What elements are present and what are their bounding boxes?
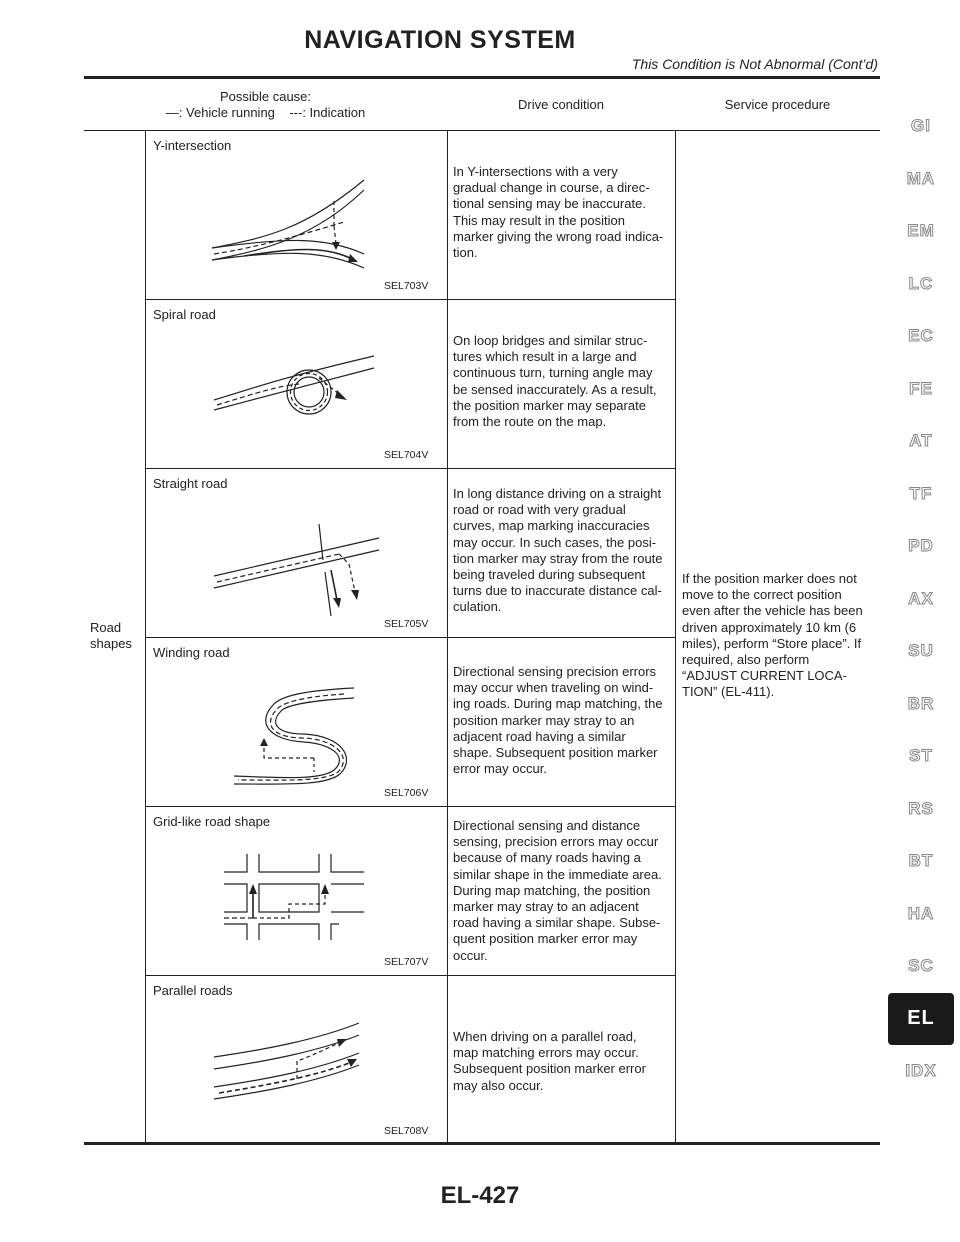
tab-ma[interactable]: MA: [906, 168, 936, 188]
category-line1: Road: [90, 620, 122, 635]
tab-el[interactable]: EL: [888, 993, 954, 1046]
figure-code: SEL707V: [384, 956, 429, 968]
desc-line: On loop bridges and similar struc-: [453, 333, 648, 348]
desc-line: Directional sensing precision errors: [453, 664, 657, 679]
tab-at[interactable]: AT: [909, 431, 933, 451]
desc-line: This may result in the position: [453, 212, 625, 228]
service-line: If the position marker does not: [682, 571, 857, 586]
desc-line: error may occur.: [453, 761, 547, 777]
header-divider: [84, 130, 880, 131]
desc-line: curves, map marking inaccuracies: [453, 518, 650, 534]
tab-br[interactable]: BR: [907, 693, 935, 713]
desc-line: be sensed inaccurately. As a result,: [453, 381, 657, 397]
desc-line: tion.: [453, 245, 478, 261]
tab-rs[interactable]: RS: [908, 798, 934, 818]
category-road-shapes: [90, 620, 132, 652]
service-line: even after the vehicle has been: [682, 603, 863, 619]
desc-line: culation.: [453, 599, 502, 615]
desc-line: marker giving the wrong road indica-: [453, 228, 664, 244]
desc-line: similar shape in the immediate area.: [453, 866, 662, 882]
desc-line: Directional sensing and distance: [453, 818, 641, 833]
desc-line: the position marker may separate: [453, 397, 646, 413]
row-name: Spiral road: [153, 307, 216, 322]
row-description: [453, 486, 663, 616]
tab-gi[interactable]: GI: [911, 116, 931, 136]
service-line: move to the correct position: [682, 587, 842, 603]
desc-line: tures which result in a large and: [453, 349, 637, 365]
row-name: Parallel roads: [153, 983, 233, 998]
desc-line: may also occur.: [453, 1077, 544, 1093]
tab-st[interactable]: ST: [909, 746, 933, 766]
header-service-procedure: Service procedure: [675, 80, 880, 131]
header-cause-line1: Possible cause:: [219, 89, 312, 104]
tab-tf[interactable]: TF: [909, 483, 933, 503]
tab-idx[interactable]: IDX: [905, 1061, 937, 1081]
top-rule: [84, 76, 880, 79]
service-line: TION” (EL-411).: [682, 684, 775, 700]
desc-line: tion marker may stray from the route: [453, 550, 663, 566]
desc-line: During map matching, the position: [453, 882, 651, 898]
parallel-roads-figure: [209, 1015, 384, 1115]
desc-line: being traveled during subsequent: [453, 567, 646, 583]
tab-lc[interactable]: LC: [908, 273, 934, 293]
row-divider: [145, 975, 675, 976]
tab-em[interactable]: EM: [907, 221, 935, 241]
header-possible-cause: [84, 80, 447, 131]
figure-code: SEL706V: [384, 787, 429, 799]
desc-line: from the route on the map.: [453, 414, 607, 430]
service-procedure: [682, 571, 863, 701]
header-drive-condition: Drive condition: [447, 80, 675, 131]
figure-code: SEL705V: [384, 618, 429, 630]
service-line: “ADJUST CURRENT LOCA-: [682, 668, 847, 684]
service-line: miles), perform “Store place”. If: [682, 635, 862, 651]
desc-line: shape. Subsequent position marker: [453, 745, 658, 761]
grid-road-figure: [219, 848, 369, 948]
desc-line: Subsequent position marker error: [453, 1061, 646, 1077]
row-description: [453, 818, 662, 964]
tab-bt[interactable]: BT: [908, 851, 934, 871]
tab-fe[interactable]: FE: [909, 378, 933, 398]
tab-ax[interactable]: AX: [908, 588, 934, 608]
row-description: [453, 164, 663, 261]
service-line: required, also perform: [682, 652, 810, 668]
row-name: Grid-like road shape: [153, 814, 271, 829]
row-divider: [145, 468, 675, 469]
desc-line: because of many roads having a: [453, 850, 641, 866]
desc-line: In long distance driving on a straight: [453, 486, 662, 501]
desc-line: ing roads. During map matching, the: [453, 696, 663, 712]
header-cause-line2: —: Vehicle running ---: Indication: [165, 105, 366, 120]
desc-line: road or road with very gradual: [453, 502, 626, 518]
row-name: Straight road: [153, 476, 228, 491]
tab-pd[interactable]: PD: [908, 536, 934, 556]
row-description: [453, 333, 657, 430]
desc-line: map matching errors may occur.: [453, 1045, 639, 1061]
col-divider-3: [675, 130, 676, 1143]
category-line2: shapes: [90, 636, 132, 651]
desc-line: sensing, precision errors may occur: [453, 834, 659, 850]
page-subtitle: This Condition is Not Abnormal (Cont’d): [631, 56, 878, 72]
tab-ec[interactable]: EC: [908, 326, 934, 346]
spiral-road-figure: [209, 342, 384, 452]
desc-line: marker may stray to an adjacent: [453, 899, 639, 915]
desc-line: tional sensing may be inaccurate.: [453, 196, 646, 212]
service-line: driven approximately 10 km (6: [682, 619, 857, 635]
desc-line: quent position marker error may: [453, 931, 638, 947]
desc-line: continuous turn, turning angle may: [453, 365, 653, 381]
section-tabs: [888, 100, 954, 1098]
desc-line: adjacent road having a similar: [453, 728, 626, 744]
bottom-rule: [84, 1142, 880, 1145]
desc-line: gradual change in course, a direc-: [453, 180, 650, 196]
row-name: Y-intersection: [153, 138, 232, 153]
straight-road-figure: [209, 516, 384, 626]
row-description: [453, 1029, 646, 1094]
row-name: Winding road: [153, 645, 230, 660]
desc-line: When driving on a parallel road,: [453, 1029, 637, 1044]
row-divider: [145, 637, 675, 638]
row-divider: [145, 806, 675, 807]
tab-ha[interactable]: HA: [907, 903, 935, 923]
figure-code: SEL703V: [384, 280, 429, 292]
desc-line: position marker may stray to an: [453, 712, 635, 728]
desc-line: may occur. In such cases, the posi-: [453, 534, 657, 550]
desc-line: turns due to inaccurate distance cal-: [453, 583, 662, 599]
figure-code: SEL704V: [384, 449, 429, 461]
page-title: NAVIGATION SYSTEM: [304, 26, 576, 54]
winding-road-figure: [224, 678, 364, 788]
desc-line: may occur when traveling on wind-: [453, 680, 654, 696]
desc-line: road having a similar shape. Subse-: [453, 915, 661, 931]
page-number: EL-427: [440, 1182, 520, 1209]
row-description: [453, 664, 663, 777]
desc-line: In Y-intersections with a very: [453, 164, 618, 179]
figure-code: SEL708V: [384, 1125, 429, 1137]
row-divider: [145, 299, 675, 300]
tab-su[interactable]: SU: [908, 641, 934, 661]
tab-sc[interactable]: SC: [908, 956, 934, 976]
desc-line: occur.: [453, 947, 488, 963]
y-intersection-figure: [204, 170, 384, 280]
